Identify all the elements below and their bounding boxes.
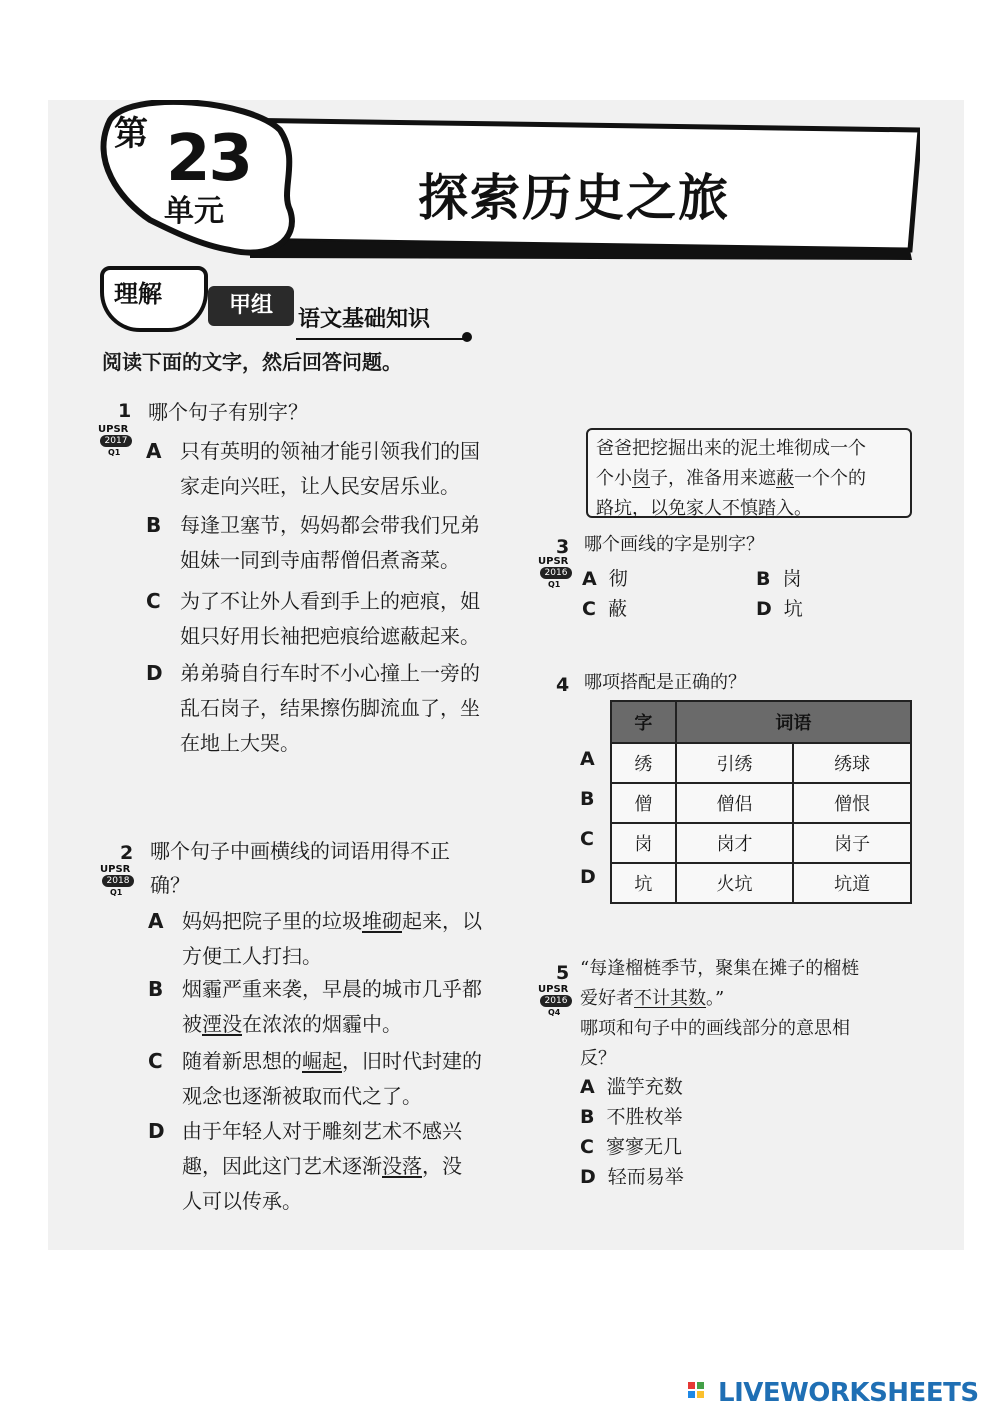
- option-text: 不胜枚举: [606, 1106, 683, 1128]
- passage-line: 爸爸把挖掘出来的泥土堆彻成一个: [596, 438, 866, 459]
- header-word: 词语: [676, 701, 911, 743]
- q2-option-b[interactable]: [148, 972, 482, 1042]
- chapter-title: 探索历史之旅: [418, 169, 730, 227]
- underlined-word: 湮没: [202, 1012, 242, 1036]
- q5-upsr-badge: [536, 984, 576, 1024]
- q4-option-d[interactable]: D: [580, 866, 596, 888]
- option-line: 弟弟骑自行车时不小心撞上一旁的: [180, 661, 480, 685]
- option-line: 姐妹一同到寺庙帮僧侣煮斋菜。: [180, 548, 460, 572]
- q3-text: 哪个画线的字是别字？: [584, 534, 764, 555]
- badge-label: UPSR: [98, 424, 129, 435]
- q5-text-line: 哪项和句子中的画线部分的意思相: [580, 1018, 850, 1039]
- logo-grid-icon: [688, 1382, 714, 1404]
- q4-option-a[interactable]: A: [580, 748, 595, 770]
- table-cell: 僧恨: [793, 783, 911, 823]
- table-cell: 绣球: [793, 743, 911, 783]
- text-part: 一个个的: [794, 468, 866, 489]
- text-part: 妈妈把院子里的垃圾: [182, 909, 362, 933]
- instruction: 阅读下面的文字，然后回答问题。: [102, 350, 402, 374]
- table-cell: 绣: [611, 743, 676, 783]
- option-letter: A: [580, 1076, 595, 1098]
- option-line: [182, 1044, 482, 1079]
- option-line: [182, 1007, 482, 1042]
- text-part: 。”: [706, 988, 725, 1009]
- q1-option-b[interactable]: [146, 508, 480, 578]
- section-topic: 语文基础知识: [298, 307, 431, 332]
- underlined-word: 没落: [382, 1154, 422, 1178]
- option-line: 在地上大哭。: [180, 731, 300, 755]
- option-line: 为了不让外人看到手上的疤痕，姐: [180, 589, 480, 613]
- option-line: 观念也逐渐被取而代之了。: [182, 1084, 422, 1108]
- passage-line: [596, 464, 902, 494]
- badge-year: 2017: [100, 435, 132, 447]
- option-text: 蔽: [607, 598, 627, 620]
- table-cell: 引绣: [676, 743, 794, 783]
- badge-question: Q1: [110, 888, 123, 897]
- logo-square-yellow: [697, 1391, 704, 1398]
- q1-option-c[interactable]: [146, 584, 480, 654]
- q4-number: 4: [556, 674, 570, 696]
- table-cell: 岗子: [793, 823, 911, 863]
- q3-option-a[interactable]: [582, 564, 628, 591]
- option-line: 人可以传承。: [182, 1189, 302, 1213]
- q3-option-c[interactable]: [582, 594, 627, 621]
- option-text: 轻而易举: [607, 1166, 684, 1188]
- q2-text: [150, 834, 450, 902]
- table-cell: 僧: [611, 783, 676, 823]
- passage-box: [586, 428, 912, 518]
- option-letter: C: [580, 1136, 594, 1158]
- q4-table: [610, 700, 912, 904]
- option-text: 滥竽充数: [606, 1076, 683, 1098]
- q3-option-b[interactable]: [756, 564, 802, 591]
- quote-line: [580, 984, 859, 1014]
- option-line: 只有英明的领袖才能引领我们的国: [180, 439, 480, 463]
- option-text: 寥寥无几: [605, 1136, 682, 1158]
- option-letter: C: [146, 589, 161, 613]
- option-text: 彻: [608, 568, 628, 590]
- option-line: 家走向兴旺，让人民安居乐业。: [180, 474, 460, 498]
- text-part: ，没: [422, 1154, 462, 1178]
- text-part: 趣，因此这门艺术逐渐: [182, 1154, 382, 1178]
- table-cell: 岗: [611, 823, 676, 863]
- table-row: [611, 743, 911, 783]
- option-line: 每逢卫塞节，妈妈都会带我们兄弟: [180, 513, 480, 537]
- option-letter: B: [580, 1106, 595, 1128]
- q5-option-d[interactable]: [580, 1162, 684, 1189]
- option-line: 姐只好用长袖把疤痕给遮蔽起来。: [180, 624, 480, 648]
- q3-upsr-badge: [536, 556, 576, 596]
- q1-option-d[interactable]: [146, 656, 480, 761]
- option-line: 乱石岗子，结果擦伤脚流血了，坐: [180, 696, 480, 720]
- passage-line: [596, 494, 902, 524]
- q4-option-c[interactable]: C: [580, 828, 594, 850]
- q5-option-c[interactable]: [580, 1132, 682, 1159]
- divider-dot: [462, 332, 472, 342]
- q2-number: 2: [120, 842, 134, 864]
- logo-square-blue: [688, 1391, 695, 1398]
- q5-option-a[interactable]: [580, 1072, 683, 1099]
- unit-banner: [100, 100, 920, 260]
- unit-suffix: 单元: [164, 194, 224, 229]
- section-label: 理解: [114, 280, 162, 308]
- option-text: 坑: [783, 598, 803, 620]
- option-text: 岗: [782, 568, 802, 590]
- badge-question: Q1: [548, 580, 561, 589]
- badge-question: Q1: [108, 448, 121, 457]
- q3-option-d[interactable]: [756, 594, 803, 621]
- q3-number: 3: [556, 536, 570, 558]
- table-cell: 僧侣: [676, 783, 794, 823]
- table-header-row: [611, 701, 911, 743]
- option-line: [182, 1149, 462, 1184]
- q5-option-b[interactable]: [580, 1102, 683, 1129]
- underlined-char: 蔽: [776, 468, 794, 489]
- q2-upsr-badge: [98, 864, 138, 904]
- text-part: 起来，以: [402, 909, 482, 933]
- group-tag: 甲组: [208, 286, 294, 326]
- option-letter: B: [148, 977, 164, 1001]
- badge-year: 2018: [102, 875, 134, 887]
- q1-option-a[interactable]: [146, 434, 480, 504]
- option-letter: A: [148, 909, 164, 933]
- option-letter: C: [148, 1049, 163, 1073]
- option-line: 方便工人打扫。: [182, 944, 322, 968]
- section-label-box: [100, 266, 208, 332]
- q2-option-d[interactable]: [148, 1114, 462, 1219]
- option-letter: D: [148, 1119, 165, 1143]
- logo-text: LIVEWORKSHEETS: [718, 1378, 979, 1408]
- q2-option-c[interactable]: [148, 1044, 482, 1114]
- text-part: 在浓浓的烟霾中。: [242, 1012, 402, 1036]
- option-letter: D: [146, 661, 163, 685]
- badge-question: Q4: [548, 1008, 561, 1017]
- q2-text-line: 确？: [150, 873, 190, 897]
- table-cell: 坑道: [793, 863, 911, 903]
- badge-label: UPSR: [100, 864, 131, 875]
- text-part: 爱好者: [580, 988, 634, 1009]
- table-cell: 岗才: [676, 823, 794, 863]
- unit-prefix: 第: [114, 114, 148, 154]
- option-line: 由于年轻人对于雕刻艺术不感兴: [182, 1119, 462, 1143]
- section-header: [100, 266, 480, 336]
- unit-number: 23: [166, 122, 252, 196]
- q5-number: 5: [556, 962, 570, 984]
- option-letter: A: [582, 568, 597, 590]
- text-part: ，以免家人不慎踏入。: [632, 498, 812, 519]
- option-line: 烟霾严重来袭，早晨的城市几乎都: [182, 977, 482, 1001]
- underlined-char: 坑: [614, 498, 632, 519]
- table-cell: 坑: [611, 863, 676, 903]
- q4-option-b[interactable]: B: [580, 788, 595, 810]
- option-letter: C: [582, 598, 596, 620]
- badge-year: 2016: [540, 995, 572, 1007]
- quote-line: “每逢榴梿季节，聚集在摊子的榴梿: [580, 958, 860, 979]
- table-cell: 火坑: [676, 863, 794, 903]
- logo-square-green: [697, 1382, 704, 1389]
- option-line: [182, 904, 482, 939]
- q2-option-a[interactable]: [148, 904, 482, 974]
- table-row: [611, 823, 911, 863]
- q4-text: 哪项搭配是正确的？: [584, 672, 746, 693]
- badge-year: 2016: [540, 567, 572, 579]
- option-letter: B: [756, 568, 771, 590]
- option-letter: B: [146, 513, 162, 537]
- text-part: 个小: [596, 468, 632, 489]
- q1-number: 1: [118, 400, 132, 422]
- text-part: ，旧时代封建的: [342, 1049, 482, 1073]
- q5-quote: [580, 954, 859, 1074]
- logo-square-red: [688, 1382, 695, 1389]
- underlined-word: 堆砌: [362, 909, 402, 933]
- badge-label: UPSR: [538, 556, 569, 567]
- q1-upsr-badge: [96, 424, 136, 464]
- table-row: [611, 783, 911, 823]
- text-part: 路: [596, 498, 614, 519]
- q5-text-line: 反？: [580, 1048, 616, 1069]
- badge-label: UPSR: [538, 984, 569, 995]
- text-part: 随着新思想的: [182, 1049, 302, 1073]
- option-letter: A: [146, 439, 162, 463]
- option-letter: D: [580, 1166, 596, 1188]
- divider: [296, 338, 468, 340]
- q2-text-line: 哪个句子中画横线的词语用得不正: [150, 839, 450, 863]
- underlined-char: 岗: [632, 468, 650, 489]
- header-char: 字: [611, 701, 676, 743]
- option-letter: D: [756, 598, 772, 620]
- text-part: 被: [182, 1012, 202, 1036]
- table-row: [611, 863, 911, 903]
- q1-text: 哪个句子有别字？: [148, 400, 308, 424]
- underlined-phrase: 不计其数: [634, 988, 706, 1009]
- text-part: 子，准备用来遮: [650, 468, 776, 489]
- underlined-word: 崛起: [302, 1049, 342, 1073]
